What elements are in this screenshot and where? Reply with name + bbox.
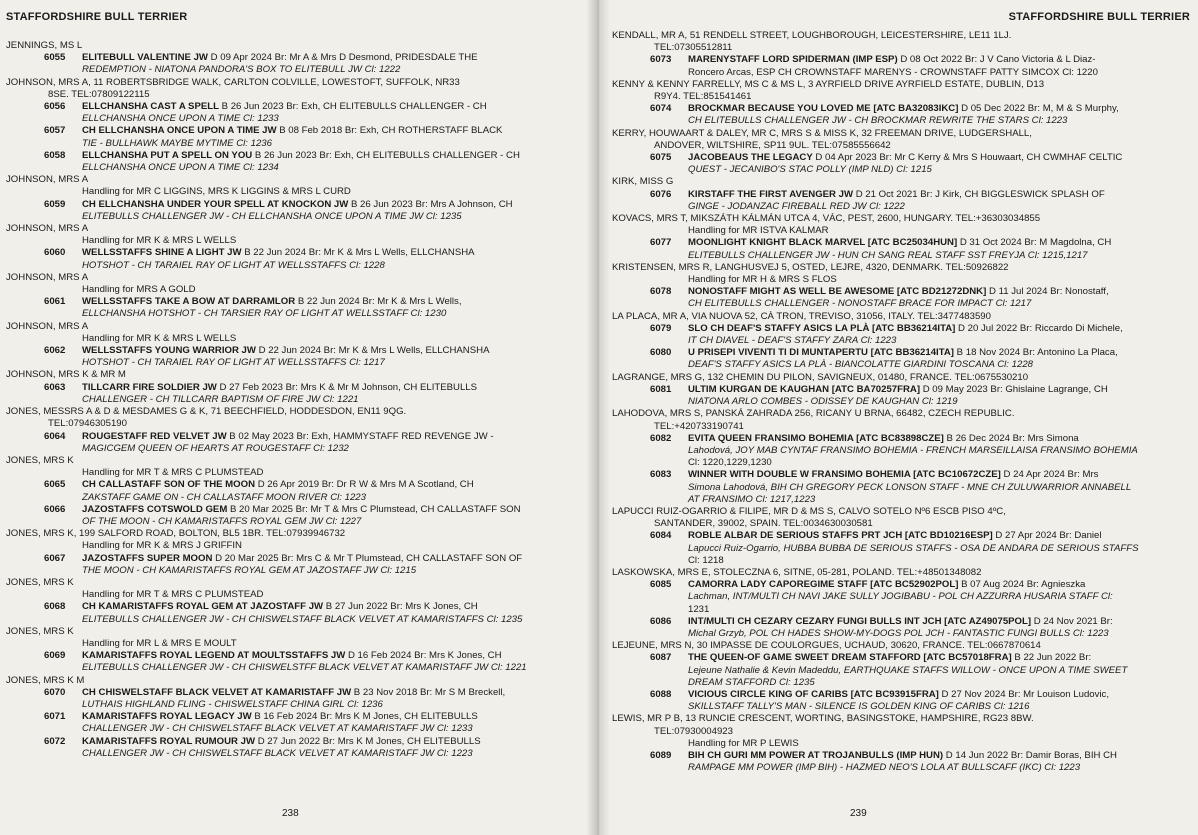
- exhibitor-line: JONES, MESSRS A & D & MESDAMES G & K, 71 BEECHFIELD, HODDESDON, EN11 9QG.: [6, 406, 407, 418]
- entry-number: 6083: [650, 469, 672, 481]
- dog-name: WELLSSTAFFS SHINE A LIGHT JW: [82, 247, 242, 259]
- entry-number: 6067: [44, 552, 66, 564]
- entry-details: B 22 Jun 2022 Br:: [1011, 652, 1092, 664]
- exhibitor-line: LEWIS, MR P B, 13 RUNCIE CRESCENT, WORTING, BASINGSTOKE, HAMPSHIRE, RG23 8BW.: [612, 713, 1034, 725]
- pedigree-line: HOTSHOT - CH TARAIEL RAY OF LIGHT AT WELLSSTAFFS Cl: 1217: [82, 357, 385, 369]
- exhibitor-line: KERRY, HOUWAART & DALEY, MR C, MRS S & MISS K, 32 FREEMAN DRIVE, LUDGERSHALL,: [612, 127, 1032, 139]
- dog-name: MOONLIGHT KNIGHT BLACK MARVEL [ATC BC25034HUN]: [688, 237, 958, 249]
- entry-number: 6064: [44, 430, 66, 442]
- pedigree-line: REDEMPTION - NIATONA PANDORA'S BOX TO ELITEBULL JW Cl: 1222: [82, 64, 401, 76]
- pedigree-line: MAGICGEM QUEEN OF HEARTS AT ROUGESTAFF Cl: 1232: [82, 442, 349, 454]
- entry-number: 6073: [650, 54, 672, 66]
- exhibitor-line: LAGRANGE, MRS G, 132 CHEMIN DU PILON, SAVIGNEUX, 01480, FRANCE. TEL:0675530210: [612, 371, 1029, 383]
- dog-name: U PRISEPI VIVENTI TI DI MUNTAPERTU [ATC BB36214ITA]: [688, 347, 954, 359]
- handling-note: Handling for MR K & MRS L WELLS: [82, 235, 237, 247]
- entry-details: D 05 Dec 2022 Br: M, M & S Murphy,: [958, 103, 1119, 115]
- pedigree-line: NIATONA ARLO COMBES - ODISSEY DE KAUGHAN Cl: 1219: [688, 396, 958, 408]
- dog-name: WINNER WITH DOUBLE W FRANSIMO BOHEMIA [ATC BC10672CZE]: [688, 469, 1001, 481]
- catalogue-entry: [612, 189, 1190, 201]
- exhibitor-line: JONES, MRS K: [6, 625, 74, 637]
- left-page: [0, 0, 598, 835]
- pedigree-line: SKILLSTAFF TALLY'S MAN - SILENCE IS GOLDEN KING OF CARIBS Cl: 1216: [688, 701, 1030, 713]
- entry-details: D 24 Apr 2024 Br: Mrs: [1000, 469, 1099, 481]
- handling-note: Handling for MR K & MRS J GRIFFIN: [82, 540, 242, 552]
- pedigree-line: ELLCHANSHA ONCE UPON A TIME Cl: 1233: [82, 113, 279, 125]
- catalogue-entry: [6, 650, 590, 662]
- entry-number: 6072: [44, 735, 66, 747]
- dog-name: MARENYSTAFF LORD SPIDERMAN (IMP ESP): [688, 54, 898, 66]
- exhibitor-line: JOHNSON, MRS K & MR M: [6, 369, 126, 381]
- pedigree-line: Michal Grzyb, POL CH HADES SHOW-MY-DOGS POL JCH - FANTASTIC FUNGI BULLS Cl: 1223: [688, 627, 1109, 639]
- exhibitor-line: JONES, MRS K M: [6, 674, 85, 686]
- page-number: 239: [850, 808, 867, 819]
- entry-details: D 22 Jun 2024 Br: Mr K & Mrs L Wells, ELLCHANSHA: [255, 345, 490, 357]
- dog-name: CAMORRA LADY CAPOREGIME STAFF [ATC BC52902POL]: [688, 579, 959, 591]
- dog-name: ROUGESTAFF RED VELVET JW: [82, 430, 227, 442]
- pedigree-line: ELLCHANSHA ONCE UPON A TIME Cl: 1234: [82, 162, 279, 174]
- exhibitor-line: JONES, MRS K, 199 SALFORD ROAD, BOLTON, BL5 1BR. TEL:07939946732: [6, 528, 346, 540]
- dog-name: ELLCHANSHA PUT A SPELL ON YOU: [82, 149, 253, 161]
- exhibitor-line: KRISTENSEN, MRS R, LANGHUSVEJ 5, OSTED, LEJRE, 4320, DENMARK. TEL:50926822: [612, 261, 1009, 273]
- dog-name: BROCKMAR BECAUSE YOU LOVED ME [ATC BA32083IKC]: [688, 103, 959, 115]
- dog-name: NONOSTAFF MIGHT AS WELL BE AWESOME [ATC BD21272DNK]: [688, 286, 987, 298]
- dog-name: CH CALLASTAFF SON OF THE MOON: [82, 479, 256, 491]
- entry-number: 6077: [650, 237, 672, 249]
- dog-name: CH CHISWELSTAFF BLACK VELVET AT KAMARISTAFF JW: [82, 686, 352, 698]
- entry-details: B 22 Jun 2024 Br: Mr K & Mrs L Wells, ELLCHANSHA: [241, 247, 475, 259]
- catalogue-entry: [6, 345, 590, 357]
- entries-list: [6, 40, 590, 760]
- right-page: [598, 0, 1198, 835]
- entry-number: 6080: [650, 347, 672, 359]
- pedigree-line: GINGE - JODANZAC FIREBALL RED JW Cl: 1222: [688, 200, 905, 212]
- pedigree-line: CH ELITEBULLS CHALLENGER - NONOSTAFF BRACE FOR IMPACT Cl: 1217: [688, 298, 1032, 310]
- pedigree-line: Cl: 1220,1229,1230: [688, 457, 772, 469]
- pedigree-line: ELLCHANSHA HOTSHOT - CH TARSIER RAY OF LIGHT AT WELLSSTAFF Cl: 1230: [82, 308, 447, 320]
- entry-number: 6056: [44, 101, 66, 113]
- entry-number: 6078: [650, 286, 672, 298]
- catalogue-entry: [612, 689, 1190, 701]
- entry-details: B 22 Jun 2024 Br: Mr K & Mrs L Wells,: [295, 296, 462, 308]
- pedigree-line: DEAF'S STAFFY ASICS LA PLÀ - BIANCOLATTE GIARDINI TOSCANA Cl: 1228: [688, 359, 1033, 371]
- dog-name: CH ELLCHANSHA ONCE UPON A TIME JW: [82, 125, 277, 137]
- catalogue-entry: [6, 601, 590, 613]
- catalogue-entry: [6, 199, 590, 211]
- entry-number: 6057: [44, 125, 66, 137]
- entry-number: 6059: [44, 198, 66, 210]
- pedigree-line: CHALLENGER - CH TILLCARR BAPTISM OF FIRE JW Cl: 1221: [82, 393, 359, 405]
- entry-number: 6060: [44, 247, 66, 259]
- entry-number: 6070: [44, 686, 66, 698]
- pedigree-line: Lachman, INT/MULTI CH NAVI JAKE SULLY JOGIBABU - POL CH AZZURRA HUSARIA STAFF Cl:: [688, 591, 1113, 603]
- catalogue-entry: [6, 479, 590, 491]
- catalogue-entry: [612, 347, 1190, 359]
- dog-name: CH ELLCHANSHA UNDER YOUR SPELL AT KNOCKON JW: [82, 198, 349, 210]
- page-header: STAFFORDSHIRE BULL TERRIER: [6, 11, 188, 23]
- handling-note: Handling for MR ISTVA KALMAR: [688, 225, 829, 237]
- pedigree-line: RAMPAGE MM POWER (IMP BIH) - HAZMED NEO'S LOLA AT BULLSCAFF (IKC) Cl: 1223: [688, 762, 1081, 774]
- entry-details: B 26 Dec 2024 Br: Mrs Simona: [943, 432, 1079, 444]
- page-header: STAFFORDSHIRE BULL TERRIER: [1008, 11, 1190, 23]
- catalogue-entry: [612, 652, 1190, 664]
- exhibitor-contact: 8SE. TEL:07809122115: [48, 88, 150, 100]
- catalogue-entry: [6, 101, 590, 113]
- entries-list: [612, 30, 1190, 774]
- catalogue-entry: [612, 237, 1190, 249]
- dog-name: JAZOSTAFFS COTSWOLD GEM: [82, 503, 228, 515]
- pedigree-line: 1231: [688, 603, 710, 615]
- catalogue-entry: [612, 616, 1190, 628]
- dog-name: ELLCHANSHA CAST A SPELL: [82, 101, 219, 113]
- catalogue-entry: [6, 125, 590, 137]
- exhibitor-contact: TEL:07305512811: [654, 42, 733, 54]
- dog-name: KAMARISTAFFS ROYAL LEGEND AT MOULTSSTAFFS JW: [82, 650, 346, 662]
- exhibitor-line: LAPUCCI RUIZ-OGARRIO & FILIPE, MR D & MS S, CALVO SOTELO Nº6 ESCB PISO 4ºC,: [612, 505, 1006, 517]
- entry-details: D 14 Jun 2022 Br: Damir Boras, BIH CH: [943, 749, 1117, 761]
- pedigree-line: Lejeune Nathalie & Kevin Madeddu, EARTHQUAKE STAFFS WILLOW - ONCE UPON A TIME SWEET: [688, 664, 1128, 676]
- entry-details: D 24 Nov 2021 Br:: [1031, 615, 1113, 627]
- exhibitor-line: JOHNSON, MRS A: [6, 174, 89, 186]
- pedigree-line: AT FRANSIMO Cl: 1217,1223: [688, 493, 816, 505]
- pedigree-line: IT CH DIAVEL - DEAF'S STAFFY ZARA Cl: 1223: [688, 335, 897, 347]
- exhibitor-line: LAHODOVA, MRS S, PANSKÁ ZAHRADA 256, RICANY U BRNA, 66482, CZECH REPUBLIC.: [612, 408, 1015, 420]
- pedigree-line: CH ELITEBULLS CHALLENGER JW - CH BROCKMAR REWRITE THE STARS Cl: 1223: [688, 115, 1068, 127]
- entry-details: B 16 Feb 2024 Br: Mrs K M Jones, CH ELITEBULLS: [251, 711, 478, 723]
- exhibitor-line: KENDALL, MR A, 51 RENDELL STREET, LOUGHBOROUGH, LEICESTERSHIRE, LE11 1LJ.: [612, 30, 1012, 41]
- entry-details: D 09 Apr 2024 Br: Mr A & Mrs D Desmond, PRIDESDALE THE: [207, 52, 478, 64]
- dog-name: INT/MULTI CH CEZARY CEZARY FUNGI BULLS INT JCH [ATC AZ49075POL]: [688, 615, 1032, 627]
- entry-details: D 27 Jun 2022 Br: Mrs K M Jones, CH ELITEBULLS: [255, 735, 481, 747]
- entry-number: 6081: [650, 383, 672, 395]
- dog-name: WELLSSTAFFS TAKE A BOW AT DARRAMLOR: [82, 296, 296, 308]
- entry-number: 6084: [650, 530, 672, 542]
- dog-name: JAZOSTAFFS SUPER MOON: [82, 552, 213, 564]
- entry-details: D 21 Oct 2021 Br: J Kirk, CH BIGGLESWICK SPLASH OF: [853, 188, 1105, 200]
- entry-number: 6068: [44, 601, 66, 613]
- catalogue-entry: [6, 504, 590, 516]
- exhibitor-line: JENNINGS, MS L: [6, 40, 83, 51]
- entry-number: 6086: [650, 615, 672, 627]
- entry-details: D 27 Apr 2024 Br: Daniel: [992, 530, 1102, 542]
- entry-number: 6088: [650, 688, 672, 700]
- entry-number: 6058: [44, 149, 66, 161]
- entry-number: 6085: [650, 579, 672, 591]
- entry-details: B 26 Jun 2023 Br: Exh, CH ELITEBULLS CHALLENGER - CH: [218, 101, 487, 113]
- catalogue-entry: [612, 152, 1190, 164]
- dog-name: TILLCARR FIRE SOLDIER JW: [82, 381, 217, 393]
- handling-note: Handling for MR T & MRS C PLUMSTEAD: [82, 589, 264, 601]
- entry-details: D 16 Feb 2024 Br: Mrs K Jones, CH: [345, 650, 502, 662]
- pedigree-line: CHALLENGER JW - CH CHISWELSTAFF BLACK VELVET AT KAMARISTAFF JW Cl: 1223: [82, 747, 473, 759]
- exhibitor-contact: TEL:07930004923: [654, 725, 733, 737]
- dog-name: EVITA QUEEN FRANSIMO BOHEMIA [ATC BC83898CZE]: [688, 432, 944, 444]
- entry-number: 6069: [44, 650, 66, 662]
- catalogue-entry: [6, 52, 590, 64]
- entry-number: 6089: [650, 749, 672, 761]
- pedigree-line: ELITEBULLS CHALLENGER JW - HUN CH SANG REAL STAFF SST FREYJA Cl: 1215,1217: [688, 249, 1088, 261]
- pedigree-line: HOTSHOT - CH TARAIEL RAY OF LIGHT AT WELLSSTAFFS Cl: 1228: [82, 259, 385, 271]
- dog-name: KAMARISTAFFS ROYAL LEGACY JW: [82, 711, 252, 723]
- catalogue-entry: [6, 296, 590, 308]
- exhibitor-contact: R9Y4. TEL:851541461: [654, 91, 752, 103]
- handling-note: Handling for MR T & MRS C PLUMSTEAD: [82, 467, 264, 479]
- pedigree-line: CHALLENGER JW - CH CHISWELSTAFF BLACK VELVET AT KAMARISTAFF JW Cl: 1233: [82, 723, 473, 735]
- dog-name: BIH CH GURI MM POWER AT TROJANBULLS (IMP HUN): [688, 749, 944, 761]
- catalogue-entry: [6, 553, 590, 565]
- entry-number: 6063: [44, 381, 66, 393]
- dog-name: KIRSTAFF THE FIRST AVENGER JW: [688, 188, 854, 200]
- dog-name: JACOBEAUS THE LEGACY: [688, 152, 813, 164]
- entry-number: 6071: [44, 711, 66, 723]
- exhibitor-line: JOHNSON, MRS A: [6, 223, 89, 235]
- catalogue-entry: [6, 711, 590, 723]
- dog-name: THE QUEEN-OF GAME SWEET DREAM STAFFORD [ATC BC57018FRA]: [688, 652, 1012, 664]
- pedigree-line: OF THE MOON - CH KAMARISTAFFS ROYAL GEM JW Cl: 1227: [82, 515, 362, 527]
- pedigree-line: LUTHAIS HIGHLAND FLING - CHISWELSTAFF CHINA GIRL Cl: 1236: [82, 698, 383, 710]
- page-number: 238: [282, 808, 299, 819]
- exhibitor-contact: ANDOVER, WILTSHIRE, SP11 9UL. TEL:07585556642: [654, 139, 891, 151]
- pedigree-line: Lahodová, JOY MAB CYNTAF FRANSIMO BOHEMIA - FRENCH MARSEILLAISA FRANSIMO BOHEMIA: [688, 444, 1138, 456]
- entry-details: B 18 Nov 2024 Br: Antonino La Placa,: [954, 347, 1118, 359]
- exhibitor-line: JOHNSON, MRS A, 11 ROBERTSBRIDGE WALK, CARLTON COLVILLE, LOWESTOFT, SUFFOLK, NR33: [6, 76, 460, 88]
- catalogue-entry: [612, 323, 1190, 335]
- entry-details: B 26 Jun 2023 Br: Mrs A Johnson, CH: [348, 198, 513, 210]
- exhibitor-line: KIRK, MISS G: [612, 176, 674, 188]
- pedigree-line: QUEST - JECANIBO'S STAC POLLY (IMP NLD) Cl: 1215: [688, 164, 932, 176]
- entry-details: D 27 Nov 2024 Br: Mr Louison Ludovic,: [938, 688, 1110, 700]
- catalogue-entry: [612, 54, 1190, 66]
- catalogue-entry: [612, 579, 1190, 591]
- catalogue-entry: [612, 286, 1190, 298]
- catalogue-entry: [612, 469, 1190, 481]
- entry-details: B 27 Jun 2022 Br: Mrs K Jones, CH: [323, 601, 478, 613]
- exhibitor-line: LEJEUNE, MRS N, 30 IMPASSE DE COULORGUES, UCHAUD, 30620, FRANCE. TEL:0667870614: [612, 640, 1041, 652]
- handling-note: Handling for MR P LEWIS: [688, 737, 799, 749]
- pedigree-line: DREAM STAFFORD Cl: 1235: [688, 676, 815, 688]
- catalogue-entry: [6, 736, 590, 748]
- pedigree-line: ELITEBULLS CHALLENGER JW - CH CHISWELSTAFF BLACK VELVET AT KAMARISTAFFS Cl: 1235: [82, 613, 523, 625]
- handling-note: Handling for MRS A GOLD: [82, 284, 196, 296]
- entry-number: 6075: [650, 152, 672, 164]
- dog-name: KAMARISTAFFS ROYAL RUMOUR JW: [82, 735, 256, 747]
- catalogue-entry: [612, 750, 1190, 762]
- entry-details: D 11 Jul 2024 Br: Nonostaff,: [986, 286, 1109, 298]
- pedigree-line: TIE - BULLHAWK MAYBE MYTIME Cl: 1236: [82, 137, 272, 149]
- pedigree-line: Simona Lahodová, BIH CH GREGORY PECK LONSON STAFF - MNE CH ZULUWARRIOR ANNABELL: [688, 481, 1132, 493]
- dog-name: WELLSSTAFFS YOUNG WARRIOR JW: [82, 345, 256, 357]
- dog-name: VICIOUS CIRCLE KING OF CARIBS [ATC BC93915FRA]: [688, 688, 939, 700]
- entry-number: 6055: [44, 52, 66, 64]
- entry-details: B 07 Aug 2024 Br: Agnieszka: [958, 579, 1086, 591]
- entry-number: 6076: [650, 188, 672, 200]
- entry-details: D 27 Feb 2023 Br: Mrs K & Mr M Johnson, CH ELITEBULLS: [216, 381, 478, 393]
- dog-name: CH KAMARISTAFFS ROYAL GEM AT JAZOSTAFF JW: [82, 601, 324, 613]
- catalogue-entry: [6, 150, 590, 162]
- exhibitor-contact: TEL:07946305190: [48, 418, 127, 430]
- entry-number: 6079: [650, 322, 672, 334]
- entry-details: D 08 Oct 2022 Br: J V Cano Victoria & L Diaz-: [897, 54, 1096, 66]
- entry-number: 6066: [44, 503, 66, 515]
- catalogue-entry: [612, 384, 1190, 396]
- entry-details: D 26 Apr 2019 Br: Dr R W & Mrs M A Scotland, CH: [255, 479, 474, 491]
- exhibitor-line: LA PLACA, MR A, VIA NUOVA 52, CÀ TRON, TREVISO, 31056, ITALY. TEL:3477483590: [612, 310, 991, 322]
- pedigree-line: ELITEBULLS CHALLENGER JW - CH CHISWELSTFF BLACK VELVET AT KAMARISTAFF JW Cl: 1221: [82, 662, 527, 674]
- exhibitor-contact: SANTANDER, 39002, SPAIN. TEL:0034630030581: [654, 518, 873, 530]
- entry-details: D 20 Jul 2022 Br: Riccardo Di Michele,: [955, 322, 1123, 334]
- entry-number: 6087: [650, 652, 672, 664]
- dog-name: SLO CH DEAF'S STAFFY ASICS LA PLÀ [ATC BB36214ITA]: [688, 322, 956, 334]
- catalogue-entry: [612, 530, 1190, 542]
- catalogue-entry: [6, 687, 590, 699]
- exhibitor-line: LASKOWSKA, MRS E, STOLECZNA 6, SITNE, 05-281, POLAND. TEL:+48501348082: [612, 566, 982, 578]
- entry-details: D 20 Mar 2025 Br: Mrs C & Mr T Plumstead, CH CALLASTAFF SON OF: [212, 552, 523, 564]
- catalogue-entry: [612, 433, 1190, 445]
- handling-note: Handling for MR K & MRS L WELLS: [82, 332, 237, 344]
- catalogue-entry: [6, 247, 590, 259]
- pedigree-line: THE MOON - CH KAMARISTAFFS ROYAL GEM AT JAZOSTAFF JW Cl: 1215: [82, 564, 417, 576]
- entry-number: 6074: [650, 103, 672, 115]
- pedigree-line: Cl: 1218: [688, 554, 724, 566]
- dog-name: ULTIM KURGAN DE KAUGHAN [ATC BA70257FRA]: [688, 383, 921, 395]
- entry-number: 6082: [650, 432, 672, 444]
- entry-number: 6065: [44, 479, 66, 491]
- entry-details: B 02 May 2023 Br: Exh, HAMMYSTAFF RED REVENGE JW -: [226, 430, 494, 442]
- pedigree-line: ZAKSTAFF GAME ON - CH CALLASTAFF MOON RIVER Cl: 1223: [82, 491, 366, 503]
- pedigree-line: Lapucci Ruiz-Ogarrio, HUBBA BUBBA DE SERIOUS STAFFS - OSA DE ANDARA DE SERIOUS STAFFS: [688, 542, 1139, 554]
- dog-name: ELITEBULL VALENTINE JW: [82, 52, 208, 64]
- pedigree-line: Roncero Arcas, ESP CH CROWNSTAFF MARENYS - CROWNSTAFF PATTY SIMCOX Cl: 1220: [688, 66, 1098, 78]
- exhibitor-line: KOVACS, MRS T, MIKSZÁTH KÁLMÁN UTCA 4, VÁC, PEST, 2600, HUNGARY. TEL:+36303034855: [612, 213, 1041, 225]
- handling-note: Handling for MR H & MRS S FLOS: [688, 274, 837, 286]
- entry-number: 6061: [44, 296, 66, 308]
- entry-number: 6062: [44, 345, 66, 357]
- handling-note: Handling for MR C LIGGINS, MRS K LIGGINS & MRS L CURD: [82, 186, 351, 198]
- exhibitor-line: JONES, MRS K: [6, 454, 74, 466]
- exhibitor-contact: TEL:+420733190741: [654, 420, 744, 432]
- entry-details: B 20 Mar 2025 Br: Mr T & Mrs C Plumstead, CH CALLASTAFF SON: [227, 503, 521, 515]
- catalogue-entry: [612, 103, 1190, 115]
- entry-details: B 23 Nov 2018 Br: Mr S M Breckell,: [351, 686, 506, 698]
- exhibitor-line: JOHNSON, MRS A: [6, 320, 89, 332]
- exhibitor-line: JOHNSON, MRS A: [6, 271, 89, 283]
- book-gutter: [586, 0, 610, 835]
- dog-name: ROBLE ALBAR DE SERIOUS STAFFS PRT JCH [ATC BD10216ESP]: [688, 530, 993, 542]
- pedigree-line: ELITEBULLS CHALLENGER JW - CH ELLCHANSHA ONCE UPON A TIME JW Cl: 1235: [82, 210, 462, 222]
- exhibitor-line: JONES, MRS K: [6, 576, 74, 588]
- entry-details: B 26 Jun 2023 Br: Exh, CH ELITEBULLS CHALLENGER - CH: [252, 149, 520, 161]
- entry-details: D 31 Oct 2024 Br: M Magdolna, CH: [957, 237, 1112, 249]
- entry-details: B 08 Feb 2018 Br: Exh, CH ROTHERSTAFF BLACK: [276, 125, 503, 137]
- catalogue-entry: [6, 431, 590, 443]
- exhibitor-line: KENNY & KENNY FARRELLY, MS C & MS L, 3 AYRFIELD DRIVE AYRFIELD ESTATE, DUBLIN, D13: [612, 78, 1045, 90]
- entry-details: D 04 Apr 2023 Br: Mr C Kerry & Mrs S Houwaart, CH CWMHAF CELTIC: [812, 152, 1123, 164]
- handling-note: Handling for MR L & MRS E MOULT: [82, 637, 237, 649]
- entry-details: D 09 May 2023 Br: Ghislaine Lagrange, CH: [920, 383, 1108, 395]
- catalogue-entry: [6, 382, 590, 394]
